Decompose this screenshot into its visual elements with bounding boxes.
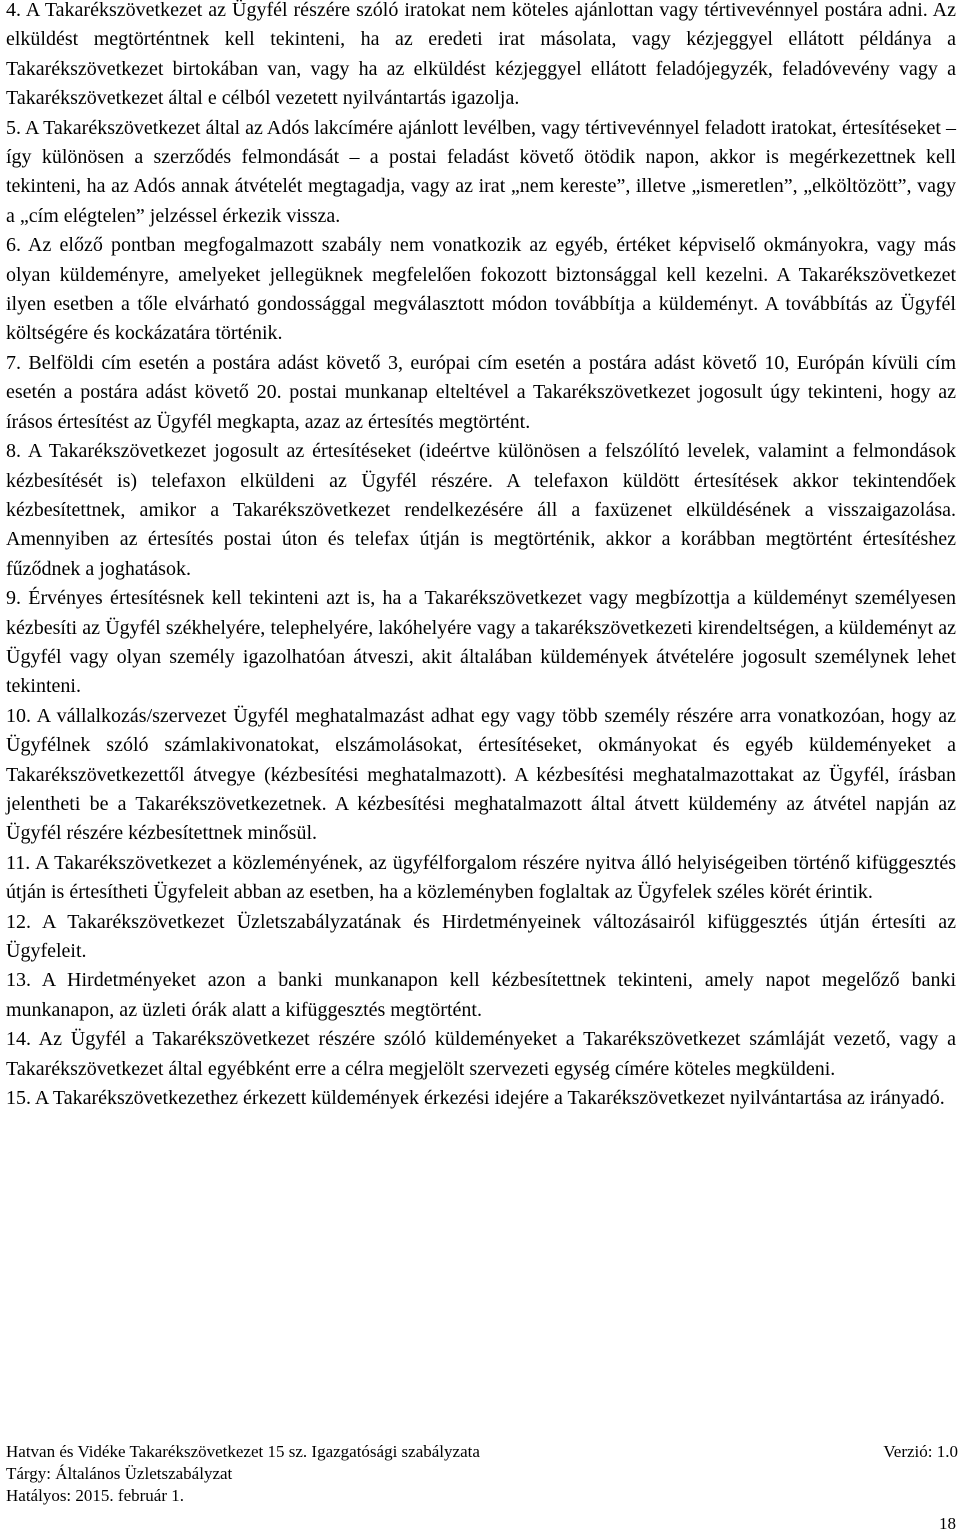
- footer-document-title: Hatvan és Vidéke Takarékszövetkezet 15 sz. Igazgatósági szabályzata: [6, 1442, 480, 1461]
- page-number: 18: [939, 1514, 956, 1533]
- paragraph-10: 10. A vállalkozás/szervezet Ügyfél meghatalmazást adhat egy vagy több személy részére arra vonatkozóan, hogy az Ügyfélnek szóló számlakivonatokat, elszámolásokat, értesítéseket, okmányokat és egyéb küldeményeket a Takarékszövetkezettől átvegye (kézbesítési meghatalmazott). A kézbesítési meghatalmazottakat az Ügyfél, írásban jelentheti be a Takarékszövetkezetnek. A kézbesítési meghatalmazott által átvett küldemény az átvétel napján az Ügyfél részére kézbesítettnek minősül.: [6, 704, 956, 845]
- paragraph-13: 13. A Hirdetményeket azon a banki munkanapon kell kézbesítettnek tekinteni, amely napot megelőző banki munkanapon, az üzleti órák alatt a kifüggesztés megtörtént.: [6, 969, 956, 1021]
- paragraph-5: 5. A Takarékszövetkezet által az Adós lakcímére ajánlott levélben, vagy tértivevénnyel feladott iratokat, értesítéseket – így különösen a szerződés felmondását – a postai feladást követő ötödik napon, akkor is megérkezettnek kell tekinteni, ha az Adós annak átvételét megtagadja, vagy az irat „nem kereste”, illetve „ismeretlen”, „elköltözött”, vagy a „cím elégtelen” jelzéssel érkezik vissza.: [6, 116, 956, 227]
- footer-title-row: [6, 1441, 958, 1463]
- document-body: [6, 0, 956, 1113]
- paragraph-7: 7. Belföldi cím esetén a postára adást követő 3, európai cím esetén a postára adást követő 10, Európán kívüli cím esetén a postára adást követő 20. postai munkanap elteltével a Takarékszövetkezet jogosult úgy tekinteni, hogy az írásos értesítést az Ügyfél megkapta, azaz az értesítés megtörtént.: [6, 351, 956, 433]
- paragraph-11: 11. A Takarékszövetkezet a közleményének, az ügyfélforgalom részére nyitva álló helyiségeiben történő kifüggesztés útján is értesítheti Ügyfeleit abban az esetben, ha a közleményben foglaltak az Ügyfelek széles körét érintik.: [6, 851, 956, 904]
- footer-effective-date: Hatályos: 2015. február 1.: [6, 1486, 184, 1505]
- page-footer: [6, 1441, 958, 1507]
- footer-subject: Tárgy: Általános Üzletszabályzat: [6, 1464, 233, 1483]
- paragraph-6: 6. Az előző pontban megfogalmazott szabály nem vonatkozik az egyéb, értéket képviselő okmányokra, vagy más olyan küldeményre, amelyeket jellegüknek megfelelően fokozott biztonsággal kell kezelni. A Takarékszövetkezet ilyen esetben a tőle elvárható gondossággal megválasztott módon továbbítja a küldeményt. A továbbítás az Ügyfél költségére és kockázatára történik.: [6, 234, 956, 345]
- footer-version: Verzió: 1.0: [883, 1442, 958, 1461]
- paragraph-8: 8. A Takarékszövetkezet jogosult az értesítéseket (ideértve különösen a felszólító levelek, valamint a felmondások kézbesítését is) telefaxon elküldeni az Ügyfél részére. A telefaxon küldött értesítések akkor tekintendőek kézbesítettnek, amikor a Takarékszövetkezet rendelkezésére áll a faxüzenet elküldésének a visszaigazolása. Amennyiben az értesítés postai úton és telefax útján is megtörténik, akkor a korábban megtörtént értesítéshez fűződnek a joghatások.: [6, 440, 956, 580]
- paragraph-14: 14. Az Ügyfél a Takarékszövetkezet részére szóló küldeményeket a Takarékszövetkezet számláját vezető, vagy a Takarékszövetkezet által egyébként erre a célra megjelölt szervezeti egység címére köteles megküldeni.: [6, 1028, 956, 1080]
- paragraph-4: 4. A Takarékszövetkezet az Ügyfél részére szóló iratokat nem köteles ajánlottan vagy tértivevénnyel postára adni. Az elküldést megtörténtnek kell tekinteni, ha az eredeti irat másolata, vagy kézjeggyel ellátott példánya a Takarékszövetkezet birtokában van, vagy ha az elküldést kézjeggyel ellátott feladójegyzék, feladóvevény vagy a Takarékszövetkezet által e célból vezetett nyilvántartás igazolja.: [6, 0, 956, 110]
- paragraph-9: 9. Érvényes értesítésnek kell tekinteni azt is, ha a Takarékszövetkezet vagy megbízottja a küldeményt személyesen kézbesíti az Ügyfél székhelyére, telephelyére, lakóhelyére vagy a takarékszövetkezeti kirendeltségen, a küldeményt az Ügyfél vagy olyan személy igazolhatóan átveszi, akit általában küldemények átvételére jogosult személynek lehet tekinteni.: [6, 587, 956, 698]
- paragraph-12: 12. A Takarékszövetkezet Üzletszabályzatának és Hirdetményeinek változásairól kifüggesztés útján értesíti az Ügyfeleit.: [6, 910, 956, 962]
- paragraph-15: 15. A Takarékszövetkezethez érkezett küldemények érkezési idejére a Takarékszövetkezet nyilvántartása az irányadó.: [6, 1087, 945, 1110]
